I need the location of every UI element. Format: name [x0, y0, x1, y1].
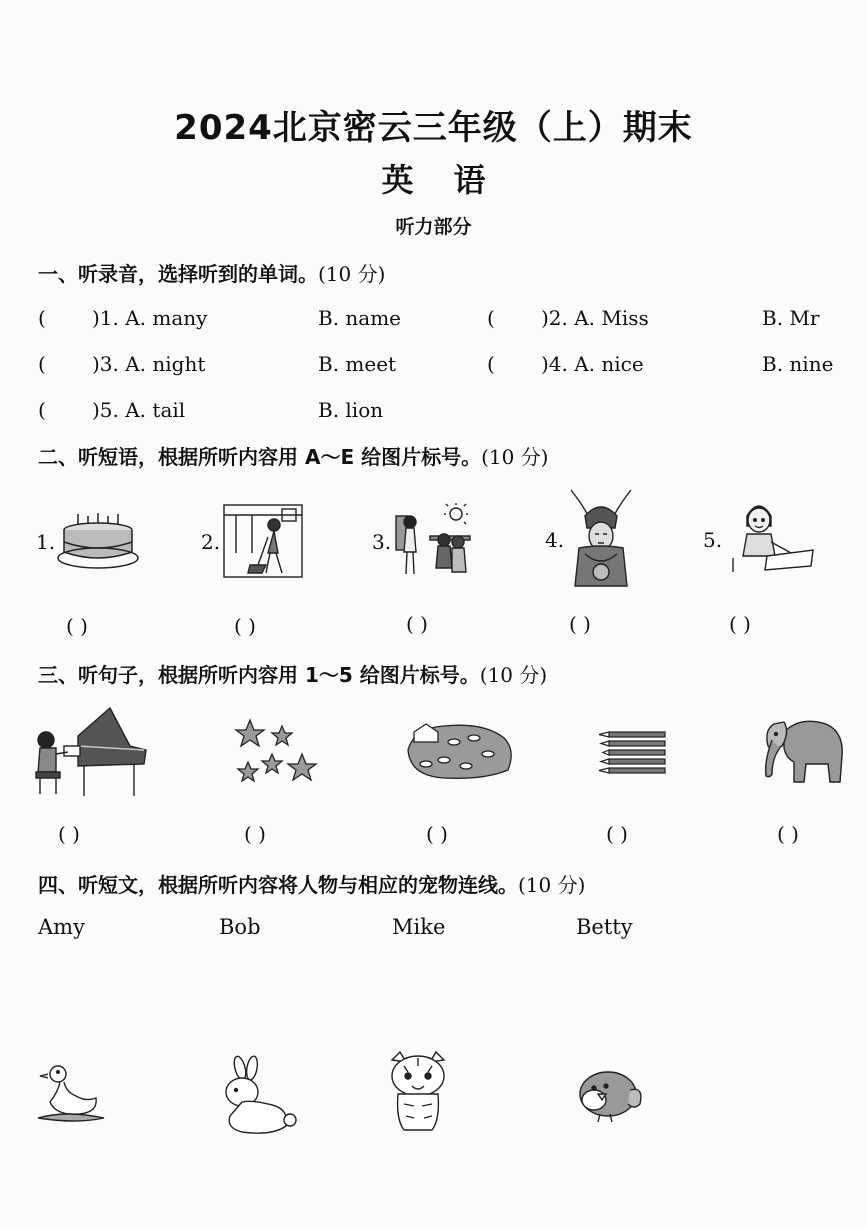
- stars-picture: [234, 718, 318, 788]
- person-name-mike: Mike: [392, 915, 446, 939]
- question-5: )5. A. tail: [92, 398, 186, 422]
- picture-label-3: 3.: [372, 530, 392, 554]
- question-2: )2. A. Miss: [541, 306, 649, 330]
- picture-4-answer-blank[interactable]: ( ): [569, 612, 591, 636]
- pencils-answer-blank[interactable]: ( ): [606, 822, 628, 846]
- section-4-heading-text: 四、听短文，根据所听内容将人物与相应的宠物连线。: [38, 873, 518, 897]
- part-title: 听力部分: [395, 216, 472, 238]
- subject-title: 英语: [381, 161, 526, 199]
- picture-5-answer-blank[interactable]: ( ): [729, 612, 751, 636]
- birthday-cake-picture: [56, 512, 140, 574]
- picture-label-4: 4.: [545, 528, 565, 552]
- picture-1-answer-blank[interactable]: ( ): [66, 614, 88, 638]
- section-1-heading-text: 一、听录音，选择听到的单词。: [38, 262, 318, 286]
- section-2-heading-text: 二、听短语，根据所听内容用 A～E 给图片标号。: [38, 445, 482, 469]
- section-1-points: (10 分): [318, 262, 386, 286]
- question-1: )1. A. many: [92, 306, 208, 330]
- boy-sweeping-picture: [222, 503, 304, 579]
- duck-picture[interactable]: [36, 1062, 106, 1124]
- piano-picture: [34, 706, 150, 800]
- question-4-option-b: B. nine: [762, 352, 834, 376]
- section-2-points: (10 分): [481, 445, 549, 469]
- peking-opera-picture: [565, 488, 637, 588]
- farm-answer-blank[interactable]: ( ): [426, 822, 448, 846]
- section-1-heading: [38, 258, 385, 287]
- bird-picture[interactable]: [574, 1066, 646, 1126]
- question-5-option-b: B. lion: [318, 398, 384, 422]
- elephant-picture: [760, 712, 846, 788]
- person-name-amy: Amy: [38, 915, 85, 939]
- question-2-option-b: B. Mr: [762, 306, 820, 330]
- question-4: )4. A. nice: [541, 352, 644, 376]
- answer-paren-open: (: [38, 352, 46, 376]
- piano-answer-blank[interactable]: ( ): [58, 822, 80, 846]
- pencils-picture: [597, 728, 673, 778]
- answer-paren-open: (: [487, 306, 495, 330]
- picture-3-answer-blank[interactable]: ( ): [406, 612, 428, 636]
- elephant-answer-blank[interactable]: ( ): [777, 822, 799, 846]
- section-2-heading: [38, 441, 549, 470]
- question-3-option-b: B. meet: [318, 352, 397, 376]
- children-outdoors-picture: [394, 502, 476, 578]
- rabbit-picture[interactable]: [212, 1056, 298, 1136]
- section-3-heading-text: 三、听句子，根据所听内容用 1～5 给图片标号。: [38, 663, 480, 687]
- farm-picture: [404, 720, 516, 782]
- section-3-points: (10 分): [479, 663, 548, 687]
- person-name-bob: Bob: [219, 915, 261, 939]
- answer-paren-open: (: [38, 398, 46, 422]
- person-name-betty: Betty: [576, 915, 633, 939]
- question-1-option-b: B. name: [318, 306, 402, 330]
- section-3-heading: [38, 659, 547, 688]
- picture-label-5: 5.: [703, 528, 723, 552]
- answer-paren-open: (: [38, 306, 46, 330]
- stars-answer-blank[interactable]: ( ): [244, 822, 266, 846]
- question-3: )3. A. night: [92, 352, 206, 376]
- answer-paren-open: (: [487, 352, 495, 376]
- section-4-points: (10 分): [518, 873, 586, 897]
- picture-2-answer-blank[interactable]: ( ): [234, 614, 256, 638]
- picture-label-1: 1.: [36, 530, 56, 554]
- tiger-picture[interactable]: [386, 1050, 450, 1134]
- picture-label-2: 2.: [201, 530, 221, 554]
- page-title: 2024北京密云三年级（上）期末: [174, 108, 693, 148]
- section-4-heading: [38, 869, 585, 898]
- girl-drawing-picture: [727, 496, 815, 574]
